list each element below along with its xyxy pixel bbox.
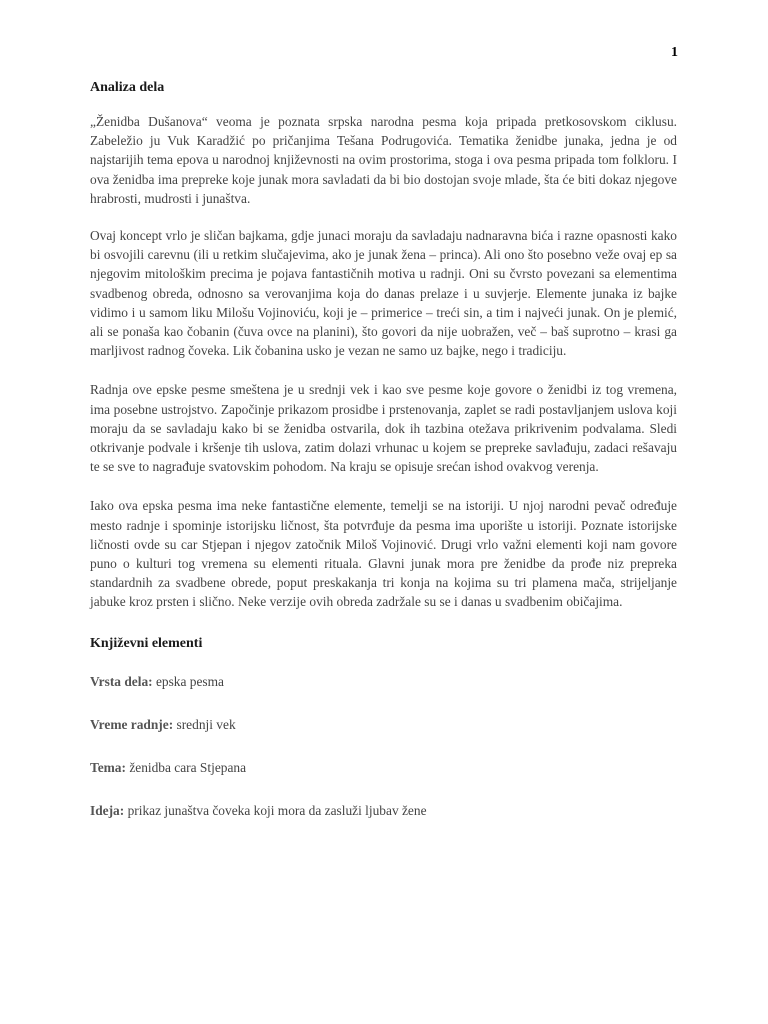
page-number: 1 bbox=[671, 45, 678, 60]
paragraph-plot: Radnja ove epske pesme smeštena je u srednji vek i kao sve pesme koje govore o ženidbi iz tog vremena, ima posebne ustrojstvo. Započinje prikazom prosidbe i prstenovanja, zaplet se radi postavljanjem uslova koji moraju da se savladaju kako bi se ženidba ostvarila, dok ih tazbina otežava prikrivenim podvalama. Sledi otkrivanje podvale i kršenje tih uslova, zatim dolazi vrhunac u kojem se prepreke savlađuju, zadaci rešavaju te se sve to nagrađuje svatovskim pohodom. Na kraju se opisuje srećan ishod ovakvog verenja. bbox=[90, 382, 677, 475]
element-label: Vreme radnje: bbox=[90, 716, 177, 732]
page-title: Analiza dela bbox=[90, 80, 165, 95]
element-value: srednji vek bbox=[176, 716, 236, 732]
document-body bbox=[90, 78, 677, 844]
element-row-time bbox=[90, 715, 677, 734]
element-value: epska pesma bbox=[155, 673, 224, 689]
element-row-theme bbox=[90, 758, 677, 777]
element-value: prikaz junaštva čoveka koji mora da zasluži ljubav žene bbox=[127, 802, 427, 818]
element-value: ženidba cara Stjepana bbox=[129, 759, 247, 775]
element-label: Ideja: bbox=[90, 802, 128, 818]
element-row-idea bbox=[90, 801, 677, 820]
element-label: Vrsta dela: bbox=[90, 673, 156, 689]
paragraph-intro: „Ženidba Dušanova“ veoma je poznata srpska narodna pesma koja pripada pretkosovskom ciklusu. Zabeležio ju Vuk Karadžić po pričanjima Tešana Podrugovića. Tematika ženidbe junaka, jedna je od najstarijih tema epova u narodnoj književnosti na ovim prostorima, stoga i ova pesma pripada tom folkloru. I ova ženidba ima prepreke koje junak mora savladati da bi bio dostojan svoje mlade, šta će biti dokaz njegove hrabrosti, mudrosti i junaštva. bbox=[90, 114, 677, 206]
paragraph-concept: Ovaj koncept vrlo je sličan bajkama, gdje junaci moraju da savladaju nadnaravna bića i razne opasnosti kako bi osvojili carevnu (ili u retkim slučajevima, ako je junak žena – princa). Ali ono što posebno veže ovaj ep sa njegovim mitološkim precima je pojava fantastičnih motiva u radnji. Oni su čvrsto povezani sa elementima svadbenog obreda, odnosno sa verovanjima koja do danas prelaze i u suvjerje. Elemente junaka iz bajke vidimo i u samom liku Milošu Vojinoviću, koji je – primerice – treći sin, a tim i najveći junak. On je plemić, ali se ponaša kao čobanin (čuva ovce na planini), što govori da nije uobražen, več – baš suprotno – krasi ga marljivost radnog čoveka. Lik čobanina usko je vezan ne samo uz bajke, nego i tradiciju. bbox=[90, 228, 677, 359]
element-row-genre bbox=[90, 672, 677, 691]
element-label: Tema: bbox=[90, 759, 130, 775]
section-heading-literary-elements: Književni elementi bbox=[90, 635, 203, 651]
paragraph-history: Iako ova epska pesma ima neke fantastične elemente, temelji se na istoriji. U njoj narodni pevač određuje mesto radnje i spominje istorijsku ličnost, šta potvrđuje da pesma ima uporište u istoriji. Poznate istorijske ličnosti ovde su car Stjepan i njegov zatočnik Miloš Vojinović. Drugi vrlo važni elementi koji nam govore puno o kulturi tog vremena su elementi rituala. Glavni junak mora pre ženidbe da prođe niz prepreka standardnih za svadbene obrede, poput preskakanja tri konja na kojima su tri plamena mača, strijeljanje jabuke kroz prsten i slično. Neke verzije ovih obreda zadržale su se i danas u svadbenim običajima. bbox=[90, 498, 677, 610]
